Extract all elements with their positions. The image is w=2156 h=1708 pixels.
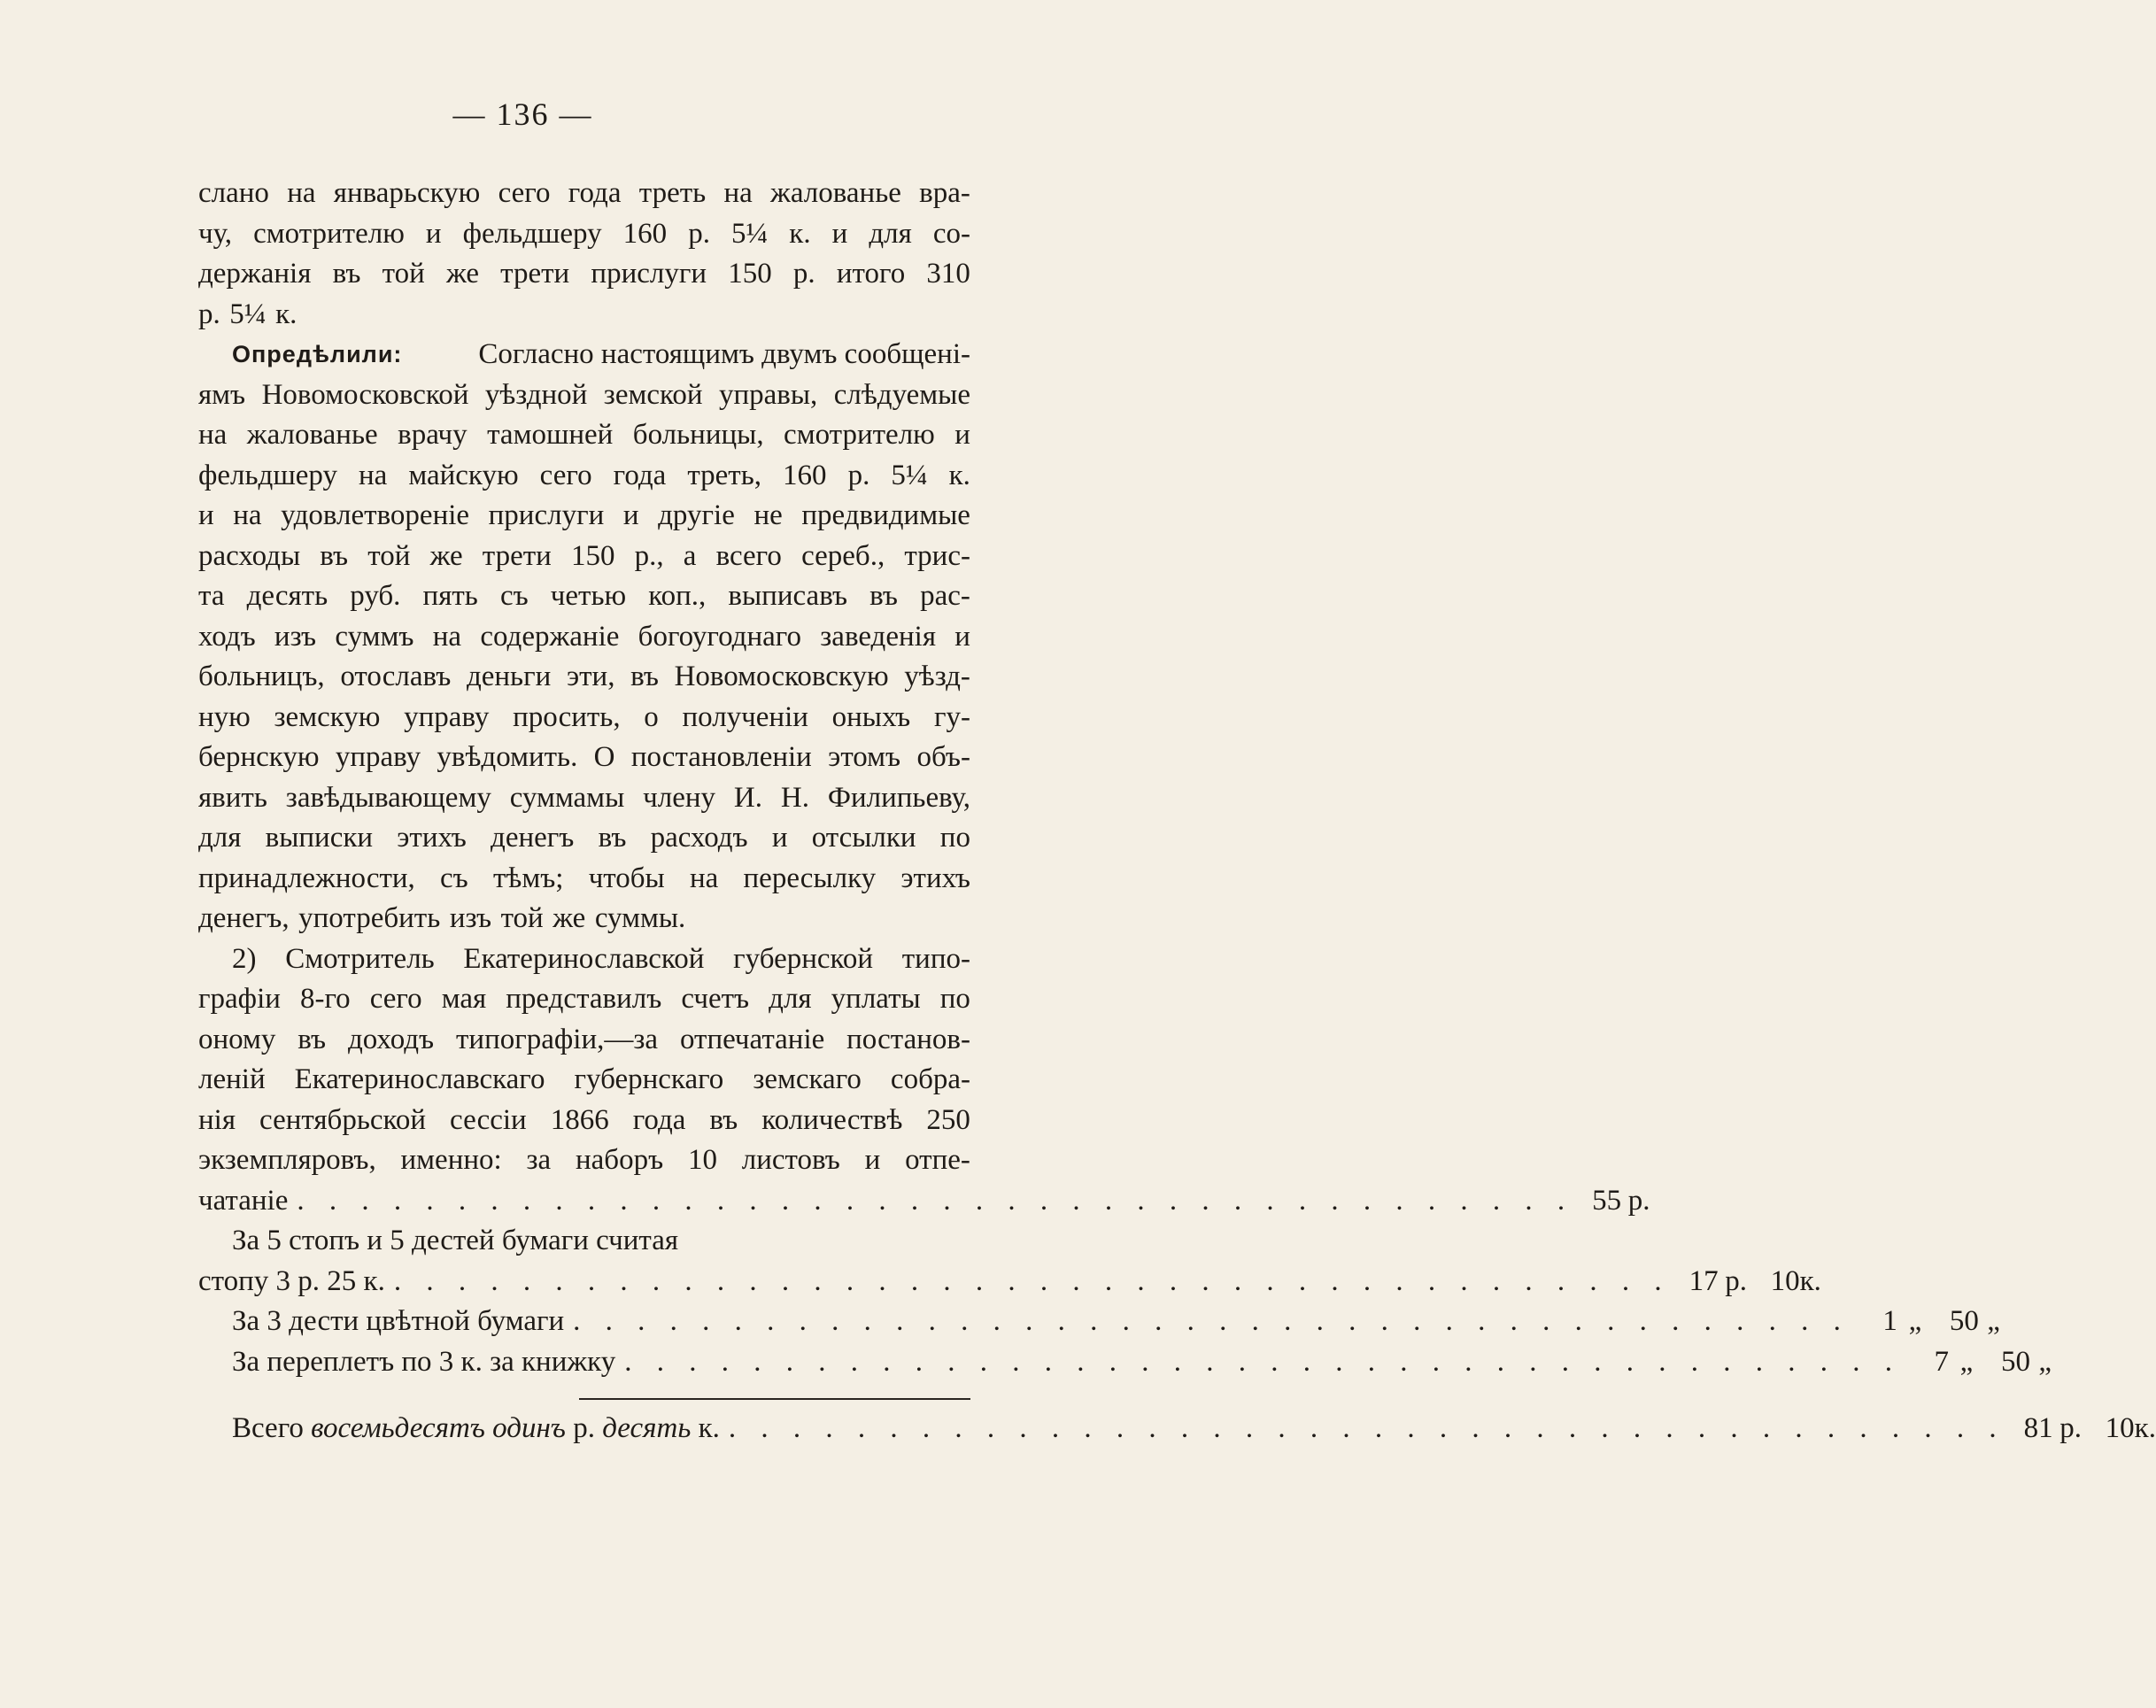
- word: съ: [440, 862, 468, 894]
- account-row: [198, 1181, 1650, 1222]
- word: Смотритель: [285, 942, 435, 975]
- word: коп.,: [648, 580, 707, 612]
- word: суммамы: [509, 781, 625, 814]
- word: земскую: [274, 700, 381, 733]
- word: 8-го: [299, 983, 351, 1015]
- word: Новомосковскую: [674, 661, 889, 692]
- word: постанов-: [846, 1023, 970, 1055]
- word: отпечатаніе: [679, 1023, 825, 1055]
- word: и: [954, 419, 970, 451]
- account-item: За 3 дести цвѣтной бумаги: [232, 1305, 565, 1337]
- word: пересылку: [743, 862, 877, 894]
- word: расходы: [198, 539, 301, 572]
- word: же: [445, 258, 479, 290]
- word: деньги: [466, 661, 552, 692]
- word: фельдшеру: [198, 459, 337, 491]
- text-line: [198, 576, 970, 617]
- word: принадлежности,: [198, 862, 415, 894]
- text-line: [198, 1020, 970, 1061]
- text-line: [198, 738, 970, 778]
- word: 2): [232, 942, 257, 975]
- word: сего: [369, 983, 422, 1015]
- text-line: [198, 496, 970, 537]
- word: сего: [498, 177, 551, 209]
- word: гу-: [933, 700, 970, 733]
- word: смотрителю: [253, 217, 405, 250]
- word: треть: [638, 177, 707, 209]
- word: чтобы: [588, 862, 665, 894]
- word: на: [233, 499, 262, 531]
- leader-dots: . . . . . . . . . . . . . . . . . . . . . . . . . . . . . . . . . . . . . . . .: [297, 1184, 1574, 1217]
- word: члену: [643, 781, 716, 814]
- word: выписки: [265, 822, 374, 854]
- word: губернской: [733, 942, 874, 975]
- word: слѣдуемые: [833, 378, 970, 411]
- word: 1866: [550, 1103, 609, 1136]
- word: объ-: [916, 741, 970, 773]
- word: для: [769, 983, 812, 1015]
- paragraph-label: Опредѣлили:: [232, 341, 403, 367]
- text-line: [198, 859, 970, 900]
- word: года: [568, 177, 622, 209]
- word: и: [198, 499, 214, 531]
- word: ную: [198, 700, 251, 733]
- word: врачу: [398, 419, 468, 451]
- word: 5¼: [731, 217, 769, 250]
- word: Екатеринославскаго: [294, 1063, 545, 1095]
- word: рас-: [920, 580, 970, 612]
- account-row: [198, 1342, 2052, 1383]
- word: въ: [630, 661, 659, 692]
- word: на: [689, 862, 719, 894]
- word: типографіи,—за: [456, 1023, 659, 1055]
- total-amount: 81 р. 10 к.: [2023, 1412, 2156, 1444]
- word: наборъ: [575, 1144, 664, 1176]
- leader-dots: . . . . . . . . . . . . . . . . . . . . . . . . . . . . . . . . . . . . . . . .: [728, 1412, 2005, 1444]
- word: этихъ: [397, 822, 467, 854]
- word: 160: [783, 459, 827, 491]
- word: фельдшеру: [462, 217, 602, 250]
- word: экземпляровъ,: [198, 1144, 376, 1176]
- text-line: [198, 939, 970, 980]
- word: О: [593, 741, 615, 773]
- word: полученіи: [682, 700, 808, 733]
- word: а: [683, 539, 697, 572]
- word: Филипьеву,: [827, 781, 970, 814]
- word: и: [771, 822, 788, 854]
- word: не: [753, 499, 783, 531]
- word: года: [613, 459, 667, 491]
- word: слано: [198, 177, 269, 209]
- text-line: [198, 174, 970, 214]
- text-line: [198, 899, 970, 939]
- word: руб.: [350, 580, 401, 612]
- word: на: [198, 419, 228, 451]
- word: земскаго: [753, 1063, 862, 1095]
- word: сентябрьской: [259, 1103, 427, 1136]
- word: расходъ: [650, 822, 748, 854]
- word: 150: [570, 539, 615, 572]
- word: р.: [688, 217, 710, 250]
- word: вра-: [919, 177, 970, 209]
- word: количествѣ: [761, 1103, 903, 1136]
- amount: 17 р. 10 к.: [1688, 1264, 1821, 1297]
- word: и: [831, 217, 848, 250]
- word: просить,: [513, 700, 621, 733]
- word: постановленіи: [630, 741, 812, 773]
- word: 5¼: [229, 298, 267, 330]
- word: прислуги: [488, 499, 605, 531]
- text-line: [198, 1140, 970, 1181]
- account-total: [198, 1409, 2156, 1453]
- word: 160: [622, 217, 668, 250]
- word: богоугоднаго: [638, 620, 801, 653]
- word: нія: [198, 1103, 236, 1136]
- word: р.: [792, 258, 815, 290]
- word: оныхъ: [831, 700, 911, 733]
- word: прислуги: [591, 258, 707, 290]
- text-line: [198, 778, 970, 819]
- text-line: [198, 415, 970, 456]
- text-line: [198, 1101, 970, 1141]
- amount: 1 „ 50 „: [1882, 1305, 2000, 1337]
- word: же: [429, 539, 463, 572]
- word: ходъ: [198, 620, 256, 653]
- total-words: Всего восемьдесятъ одинъ р. десять к.: [232, 1412, 720, 1444]
- word: 310: [926, 258, 970, 290]
- word: майскую: [408, 459, 519, 491]
- text-line: [198, 979, 970, 1020]
- word: 10: [687, 1144, 717, 1176]
- word: и: [954, 620, 970, 653]
- word: управу: [335, 741, 421, 773]
- text-line: [198, 456, 970, 497]
- word: уплаты: [831, 983, 921, 1015]
- word: завѣдывающему: [285, 781, 491, 814]
- text-line: [198, 537, 970, 577]
- word: увѣдомить.: [437, 741, 578, 773]
- word: 150: [728, 258, 772, 290]
- word: отсылки: [811, 822, 916, 854]
- word: десять: [246, 580, 328, 612]
- word: р.: [198, 298, 220, 330]
- word: больницъ,: [198, 661, 325, 692]
- word: суммы.: [594, 902, 686, 934]
- amount: 55 р.: [1592, 1184, 1650, 1217]
- word: сего: [539, 459, 592, 491]
- word: другіе: [658, 499, 735, 531]
- account-table: [198, 1181, 2156, 1454]
- text-line: [198, 657, 970, 698]
- word: четью: [550, 580, 627, 612]
- word: ямъ: [198, 378, 246, 411]
- word: к.: [789, 217, 811, 250]
- word: типо-: [901, 942, 970, 975]
- leader-dots: . . . . . . . . . . . . . . . . . . . . . . . . . . . . . . . . . . . . . . . .: [573, 1305, 1850, 1337]
- word: этихъ: [900, 862, 970, 894]
- word: собра-: [890, 1063, 970, 1095]
- word: земской: [603, 378, 703, 411]
- word: к.: [948, 459, 970, 491]
- account-row: [198, 1262, 1821, 1302]
- word: Н.: [780, 781, 809, 814]
- word: же: [553, 902, 586, 934]
- word: въ: [298, 1023, 327, 1055]
- word: губернскаго: [574, 1063, 724, 1095]
- text-line: [198, 335, 970, 375]
- word: на: [287, 177, 316, 209]
- account-item: стопу 3 р. 25 к.: [198, 1264, 385, 1297]
- word: треть,: [687, 459, 762, 491]
- word: управу: [404, 700, 490, 733]
- word: оному: [198, 1023, 276, 1055]
- word: Екатеринославской: [463, 942, 705, 975]
- word: съ: [499, 580, 529, 612]
- text-line: [198, 375, 970, 416]
- word: года: [632, 1103, 686, 1136]
- total-rule: [579, 1398, 970, 1400]
- word: и: [864, 1144, 881, 1176]
- word: мая: [441, 983, 487, 1015]
- word: удовлетвореніе: [281, 499, 470, 531]
- word: итого: [836, 258, 906, 290]
- word: доходъ: [348, 1023, 435, 1055]
- word: больницы,: [632, 419, 764, 451]
- text-line: [198, 295, 970, 336]
- text-line: [198, 818, 970, 859]
- word: для: [198, 822, 242, 854]
- word: 5¼: [891, 459, 928, 491]
- word: леній: [198, 1063, 266, 1095]
- word: эти,: [566, 661, 615, 692]
- word: держанія: [198, 258, 312, 290]
- word: чу,: [198, 217, 233, 250]
- word: денегъ,: [198, 902, 290, 934]
- word: сессіи: [450, 1103, 527, 1136]
- word: всего: [715, 539, 782, 572]
- account-item: За переплетъ по 3 к. за книжку: [232, 1345, 616, 1378]
- word: той: [382, 258, 425, 290]
- word: трети: [482, 539, 552, 572]
- leader-dots: . . . . . . . . . . . . . . . . . . . . . . . . . . . . . . . . . . . . . . . .: [393, 1264, 1671, 1297]
- word: содержаніе: [480, 620, 620, 653]
- word: на: [723, 177, 753, 209]
- word: той: [500, 902, 544, 934]
- text-line: [198, 254, 970, 295]
- word: листовъ: [741, 1144, 840, 1176]
- word: управы,: [718, 378, 818, 411]
- word: изъ: [274, 620, 317, 653]
- word: р.,: [634, 539, 664, 572]
- text-line: [198, 1060, 970, 1101]
- line-text: Согласно настоящимъ двумъ сообщені-: [478, 338, 970, 370]
- word: въ: [332, 258, 361, 290]
- word: бернскую: [198, 741, 320, 773]
- word: Новомосковской: [261, 378, 469, 411]
- word: для: [869, 217, 912, 250]
- word: этомъ: [828, 741, 901, 773]
- text-line: [198, 698, 970, 738]
- word: уѣздной: [484, 378, 588, 411]
- word: выписавъ: [728, 580, 848, 612]
- word: И.: [733, 781, 762, 814]
- word: въ: [598, 822, 627, 854]
- account-row: [198, 1302, 2000, 1342]
- word: отославъ: [340, 661, 452, 692]
- word: о: [644, 700, 659, 733]
- word: смотрителю: [784, 419, 935, 451]
- word: денегъ: [491, 822, 575, 854]
- word: явить: [198, 781, 267, 814]
- word: р.: [847, 459, 870, 491]
- word: суммъ: [335, 620, 414, 653]
- page-number: — 136 —: [452, 97, 593, 132]
- word: именно:: [400, 1144, 502, 1176]
- leader-dots: . . . . . . . . . . . . . . . . . . . . . . . . . . . . . . . . . . . . . . . .: [624, 1345, 1901, 1378]
- word: трети: [500, 258, 570, 290]
- text-line: [198, 617, 970, 658]
- word: заведенія: [820, 620, 936, 653]
- word: жалованье: [246, 419, 378, 451]
- word: январьскую: [333, 177, 481, 209]
- word: представилъ: [506, 983, 662, 1015]
- word: за: [526, 1144, 552, 1176]
- word: той: [367, 539, 411, 572]
- word: графіи: [198, 983, 281, 1015]
- word: жалованье: [770, 177, 901, 209]
- amount: 7 „ 50 „: [1934, 1345, 2052, 1378]
- word: тѣмъ;: [492, 862, 564, 894]
- word: на: [432, 620, 462, 653]
- word: та: [198, 580, 225, 612]
- word: въ: [709, 1103, 738, 1136]
- word: предвидимые: [801, 499, 970, 531]
- word: трис-: [904, 539, 970, 572]
- account-heading: За 5 стопъ и 5 дестей бумаги считая: [232, 1225, 679, 1256]
- word: и: [622, 499, 639, 531]
- word: 250: [926, 1103, 970, 1136]
- word: к.: [275, 298, 298, 330]
- word: изъ: [449, 902, 492, 934]
- account-item: чатаніе: [198, 1184, 289, 1217]
- word: по: [939, 983, 970, 1015]
- word: сереб.,: [801, 539, 885, 572]
- word: счетъ: [681, 983, 750, 1015]
- word: по: [939, 822, 970, 854]
- word: на: [358, 459, 388, 491]
- text-line: [198, 214, 970, 255]
- word: пять: [422, 580, 478, 612]
- word: тамошней: [487, 419, 614, 451]
- word: уѣзд-: [904, 661, 970, 692]
- word: отпе-: [905, 1144, 970, 1176]
- word: употребить: [298, 902, 441, 934]
- word: въ: [320, 539, 349, 572]
- body-text: [198, 174, 2156, 1453]
- word: въ: [869, 580, 898, 612]
- word: и: [425, 217, 442, 250]
- word: со-: [932, 217, 970, 250]
